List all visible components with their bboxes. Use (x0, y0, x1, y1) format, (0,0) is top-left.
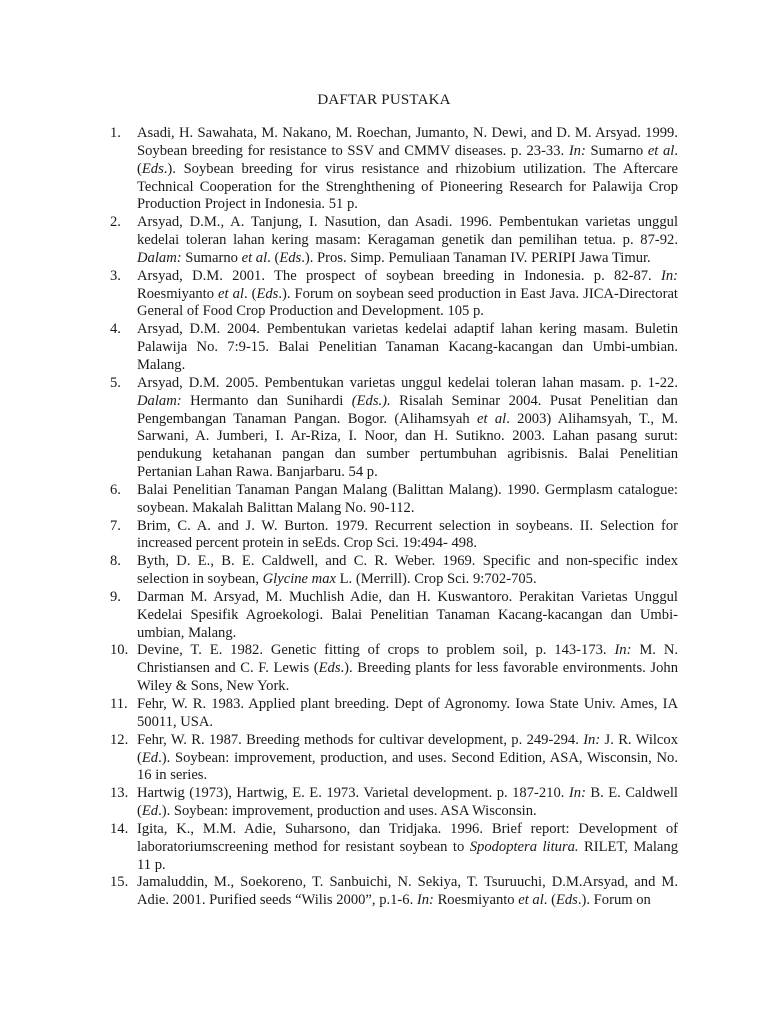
reference-item (110, 482, 678, 518)
reference-text: J. R. Wilcox ( (137, 731, 678, 766)
reference-text: Brim, C. A. and J. W. Burton. 1979. Recurrent selection in soybeans. II. Selection for increased percent protein in seEds. Crop Sci. 19:494- 498. (137, 517, 678, 552)
reference-item (110, 518, 678, 554)
reference-number: 13. (110, 785, 129, 802)
reference-text-italic: In: (568, 142, 586, 159)
reference-text: Fehr, W. R. 1987. Breeding methods for cultivar development, p. 249-294. (137, 731, 584, 748)
reference-text: Arsyad, D.M. 2005. Pembentukan varietas unggul kedelai toleran lahan masam. p. 1-22. (137, 374, 678, 391)
reference-item (110, 375, 678, 482)
reference-text-italic: In: (583, 731, 601, 748)
reference-text-italic: In: (614, 642, 632, 659)
reference-text: Arsyad, D.M. 2001. The prospect of soybean breeding in Indonesia. p. 82-87. (137, 267, 661, 284)
reference-text-italic: Dalam: (137, 249, 182, 266)
reference-number: 3. (110, 267, 121, 284)
reference-text: Asadi, H. Sawahata, M. Nakano, M. Roechan, Jumanto, N. Dewi, and D. M. Arsyad. 1999. Soybean breeding for resistance to SSV and CMMV diseases. p. 23-33. (137, 125, 678, 159)
reference-text: . ( (243, 285, 257, 302)
reference-text-italic: et al (518, 892, 544, 909)
reference-text: . ( (543, 892, 556, 909)
reference-item (110, 732, 678, 786)
reference-number: 5. (110, 374, 121, 391)
reference-text: . ( (267, 249, 280, 266)
reference-text: .). Pros. Simp. Pemuliaan Tanaman IV. PERIPI Jawa Timur. (301, 249, 651, 266)
reference-item (110, 821, 678, 875)
reference-text: Igita, K., M.M. Adie, Suharsono, dan Tridjaka. 1996. Brief report: Development of laboratoriumscreening method for resistant soybean to (137, 820, 678, 855)
reference-number: 15. (110, 874, 129, 891)
reference-text: Hermanto dan Sunihardi (181, 392, 352, 409)
reference-item (110, 642, 678, 696)
reference-text-italic: Eds (141, 160, 164, 177)
reference-text-italic: In: (568, 785, 586, 802)
reference-number: 1. (110, 125, 121, 141)
reference-text-italic: Ed (141, 803, 159, 820)
reference-text: Roesmiyanto (433, 892, 519, 909)
reference-text: .). Breeding plants for less favorable environments. John Wiley & Sons, New York. (137, 660, 678, 695)
reference-text-italic: (Eds.). (351, 392, 391, 409)
reference-number: 11. (110, 696, 128, 712)
reference-item (110, 125, 678, 214)
reference-number: 8. (110, 553, 121, 570)
reference-number: 7. (110, 517, 121, 534)
reference-number: 4. (110, 321, 121, 338)
reference-item (110, 696, 678, 732)
reference-text-italic: Eds (279, 249, 302, 266)
reference-text: Arsyad, D.M. 2004. Pembentukan varietas kedelai adaptif lahan kering masam. Buletin Palawija No. 7:9-15. Balai Penelitian Tanaman Kacang-kacangan dan Umbi-umbian. Malang. (137, 321, 678, 373)
reference-item (110, 589, 678, 643)
reference-number: 6. (110, 481, 121, 498)
reference-text-italic: et al (241, 249, 268, 266)
reference-item (110, 268, 678, 322)
reference-text-italic: Spodoptera litura. (469, 838, 579, 855)
reference-number: 2. (110, 214, 121, 231)
reference-number: 14. (110, 820, 129, 837)
reference-item (110, 321, 678, 375)
reference-text-italic: Eds (555, 892, 578, 909)
reference-text: Hartwig (1973), Hartwig, E. E. 1973. Varietal development. p. 187-210. (137, 785, 569, 802)
reference-text: .). Soybean: improvement, production and uses. ASA Wisconsin. (158, 803, 537, 820)
reference-item (110, 214, 678, 268)
reference-text: Sumarno (585, 142, 648, 159)
reference-text: Darman M. Arsyad, M. Muchlish Adie, dan H. Kuswantoro. Perakitan Varietas Unggul Kedelai Spesifik Agroekologi. Balai Penelitian Tanaman Kacang-kacangan dan Umbi-umbian, Malang. (137, 588, 678, 641)
reference-number: 9. (110, 588, 121, 605)
reference-text: Roesmiyanto (137, 285, 219, 302)
reference-text: Sumarno (181, 249, 242, 266)
reference-text: B. E. Caldwell ( (137, 785, 678, 820)
reference-text: .). Forum on soybean seed production in East Java. JICA-Directorat General of Food Crop Production and Development. 105 p. (137, 285, 678, 320)
reference-text: .). Forum on (577, 892, 651, 909)
reference-text-italic: et al (218, 285, 244, 302)
reference-number: 10. (110, 642, 129, 659)
reference-number: 12. (110, 731, 129, 748)
reference-text-italic: Ed (141, 749, 159, 766)
reference-text: Fehr, W. R. 1983. Applied plant breeding. Dept of Agronomy. Iowa State Univ. Ames, IA 50011, USA. (137, 696, 678, 730)
reference-text: .). Soybean breeding for virus resistance and rhizobium utilization. The Aftercare Technical Cooperation for the Strenghthening of Pioneering Research for Palawija Crop Production Project in Indonesia. 51 p. (137, 160, 678, 213)
reference-list (110, 125, 678, 910)
reference-text-italic: Dalam: (137, 392, 182, 409)
reference-text: . 2003) Alihamsyah, T., M. Sarwani, A. Jumberi, I. Ar-Riza, I. Noor, dan H. Sutikno. 2003. Lahan pasang surut: pendukung ketahanan pangan dan sumber pertumbuhan agribisnis. Balai Penelitian Pertanian Lahan Rawa. Banjarbaru. 54 p. (137, 410, 678, 481)
reference-text-italic: In: (660, 267, 678, 284)
reference-item (110, 553, 678, 589)
reference-item (110, 785, 678, 821)
page-title: DAFTAR PUSTAKA (317, 92, 451, 108)
reference-text: Balai Penelitian Tanaman Pangan Malang (Balittan Malang). 1990. Germplasm catalogue: soybean. Makalah Balittan Malang No. 90-112. (137, 481, 678, 516)
reference-text: Jamaluddin, M., Soekoreno, T. Sanbuichi, N. Sekiya, T. Tsuruuchi, D.M.Arsyad, and M. Adie. 2001. Purified seeds “Wilis 2000”, p.1-6. (137, 874, 678, 909)
reference-text: Risalah Seminar 2004. Pusat Penelitian dan Pengembangan Tanaman Pangan. Bogor. (Alihamsyah (137, 392, 678, 427)
reference-text-italic: et al (477, 410, 507, 427)
reference-text-italic: Eds (318, 660, 341, 677)
reference-text-italic: et al (647, 142, 675, 159)
reference-text: Arsyad, D.M., A. Tanjung, I. Nasution, dan Asadi. 1996. Pembentukan varietas unggul kedelai toleran lahan kering masam: Keragaman genetik dan pemilihan tetua. p. 87-92. (137, 214, 678, 249)
reference-text: .). Soybean: improvement, production, and uses. Second Edition, ASA, Wisconsin, No. 16 in series. (137, 749, 678, 784)
reference-text: Devine, T. E. 1982. Genetic fitting of crops to problem soil, p. 143-173. (137, 642, 615, 659)
reference-text: L. (Merrill). Crop Sci. 9:702-705. (335, 571, 537, 588)
reference-text-italic: In: (416, 892, 434, 909)
reference-text: RILET, Malang 11 p. (137, 838, 678, 873)
reference-text-italic: Glycine max (262, 571, 336, 588)
reference-text: Byth, D. E., B. E. Caldwell, and C. R. Weber. 1969. Specific and non-specific index selection in soybean, (137, 553, 678, 588)
reference-text: . ( (137, 142, 678, 177)
reference-item (110, 874, 678, 910)
reference-text-italic: Eds (256, 285, 279, 302)
reference-text: M. N. Christiansen and C. F. Lewis ( (137, 642, 679, 677)
